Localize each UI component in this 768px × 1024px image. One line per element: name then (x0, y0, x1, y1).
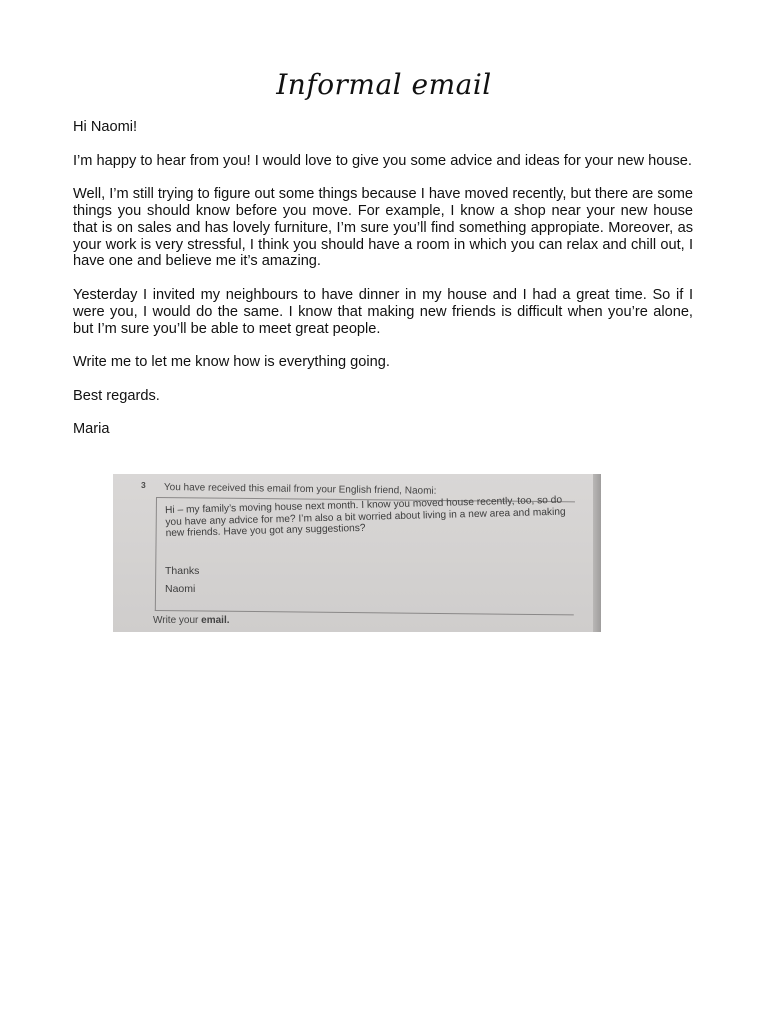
exercise-instruction: You have received this email from your English friend, Naomi: (163, 482, 437, 497)
naomi-email-box (155, 494, 575, 615)
greeting: Hi Naomi! (73, 119, 138, 135)
photo-page-edge (593, 474, 601, 632)
naomi-email-content (165, 494, 571, 539)
sign-off: Best regards. (73, 387, 160, 404)
question-number: 3 (141, 480, 146, 490)
naomi-message: Hi – my family’s moving house next month. I know you moved house recently, too, so do you have any advice for me? I’m also a bit worried about living in a new area and making new friends. Have you got any suggestions? (164, 494, 566, 540)
task-prefix: Write your (153, 615, 199, 626)
paragraph-closing: Write me to let me know how is everything going. (73, 354, 390, 371)
naomi-name: Naomi (165, 583, 196, 595)
document-title: Informal email (276, 68, 492, 101)
paragraph-advice: Well, I’m still trying to figure out some things because I have moved recently, but there are some things you should know before you move. For example, I know a shop near your new house that is on sales and has lovely furniture, I’m sure you’ll find something appropiate. Moreover, as your work is very stressful, I think you should have a room in which you can relax and chill out, I have one and believe me it’s amazing. (73, 186, 693, 270)
paragraph-neighbours: Yesterday I invited my neighbours to have dinner in my house and I had a great time. So if I were you, I would do the same. I know that making new friends is difficult when you’re alone, but I’m sure you’ll be able to meet great people. (73, 286, 693, 337)
signature: Maria (73, 421, 110, 438)
task-instruction (153, 615, 230, 626)
naomi-thanks: Thanks (165, 565, 200, 577)
task-bold: email. (201, 615, 230, 626)
paragraph-intro: I’m happy to hear from you! I would love to give you some advice and ideas for your new house. (73, 152, 692, 169)
email-body (73, 119, 693, 455)
exercise-photo (113, 474, 601, 632)
